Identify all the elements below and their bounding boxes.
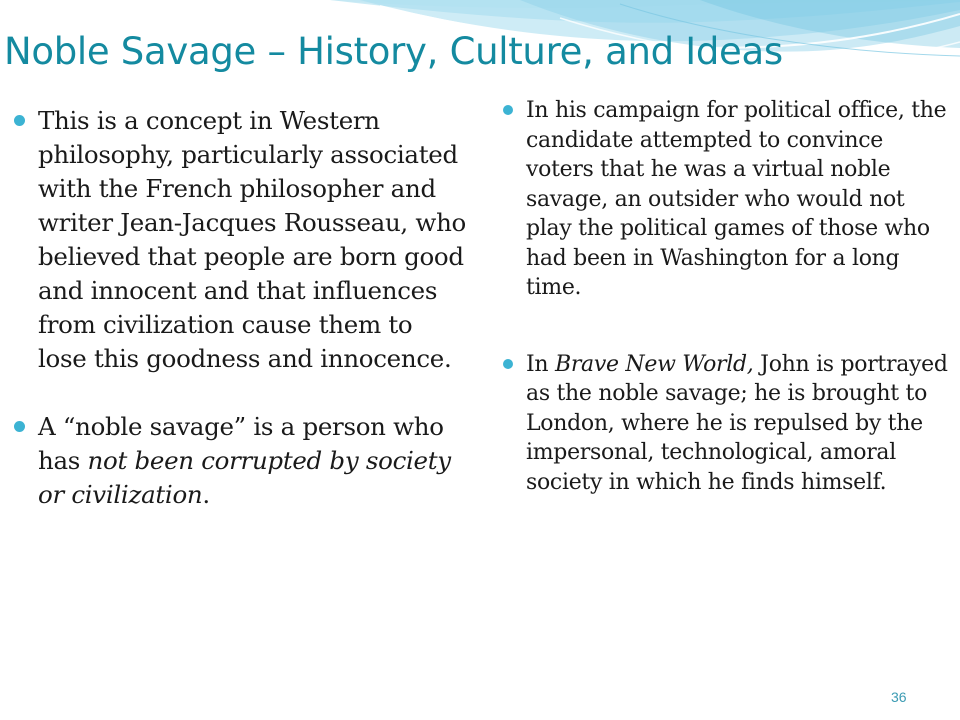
- right-bullet-item: [500, 96, 950, 303]
- bullet-dot-icon: [503, 105, 513, 115]
- bullet-dot-icon: [14, 115, 25, 126]
- right-bullet-item: [500, 350, 950, 498]
- slide-title: Noble Savage – History, Culture, and Ideas: [4, 30, 783, 73]
- left-bullet-item: [12, 410, 467, 512]
- right-bullet-list: [500, 96, 950, 497]
- page-number: 36: [891, 689, 907, 705]
- left-bullet-list: [12, 104, 467, 512]
- bullet-emphasis-text: not been corrupted by society or civilization: [38, 446, 451, 509]
- bullet-text: A “noble savage” is a person who has: [38, 412, 444, 475]
- bullet-text: In his campaign for political office, the candidate attempted to convince voters that he was a virtual noble savage, an outsider who would not play the political games of those who had been in Washington for a long time.: [526, 98, 947, 300]
- bullet-dot-icon: [14, 421, 25, 432]
- bullet-dot-icon: [503, 359, 513, 369]
- bullet-text: .: [202, 480, 210, 509]
- left-bullet-item: [12, 104, 467, 376]
- bullet-text: This is a concept in Western philosophy, particularly associated with the French philosopher and writer Jean-Jacques Rousseau, who believed that people are born good and innocent and that influences from civilization cause them to lose this goodness and innocence.: [38, 106, 467, 373]
- bullet-text: John is portrayed as the noble savage; he is brought to London, where he is repulsed by the impersonal, technological, amoral society in which he finds himself.: [526, 351, 948, 495]
- book-title-text: Brave New World,: [554, 351, 754, 377]
- bullet-text: In: [526, 351, 555, 377]
